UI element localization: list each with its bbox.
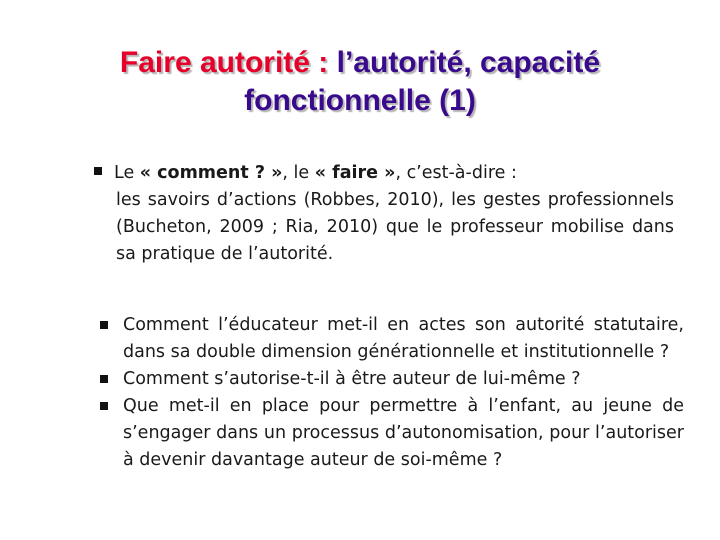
question-list [96,312,684,474]
square-bullet-icon [100,375,108,383]
intro-first-line [94,160,674,187]
list-item [96,366,684,393]
intro-paragraph [116,160,674,268]
list-item-text: Comment s’autorise-t-il à être auteur de lui-même ? [123,369,581,389]
intro-lead: Le [114,163,140,183]
title-part-red: Faire autorité : [119,46,337,79]
intro-body: les savoirs d’actions (Robbes, 2010), les gestes professionnels (Bucheton, 2009 ; Ria, 2010) que le professeur mobilise dans sa pratique de l’autorité. [116,190,674,264]
title-line-1 [20,44,700,82]
square-bullet-icon [94,167,102,175]
title-line-2: fonctionnelle (1) [244,84,476,117]
intro-rest: , c’est-à-dire : [395,163,517,183]
list-item [96,393,684,474]
intro-bold-comment: « comment ? » [139,163,283,183]
intro-mid: , le [282,163,315,183]
intro-bold-faire: « faire » [314,163,396,183]
list-item [96,312,684,366]
title-part-purple: l’autorité, capacité [336,46,601,79]
list-item-text: Que met-il en place pour permettre à l’enfant, au jeune de s’engager dans un processus d’autonomisation, pour l’autoriser à devenir davantage auteur de soi-même ? [123,396,684,470]
square-bullet-icon [100,321,108,329]
slide-title [20,44,700,120]
list-item-text: Comment l’éducateur met-il en actes son autorité statutaire, dans sa double dimension générationnelle et institutionnelle ? [123,315,684,362]
square-bullet-icon [100,402,108,410]
